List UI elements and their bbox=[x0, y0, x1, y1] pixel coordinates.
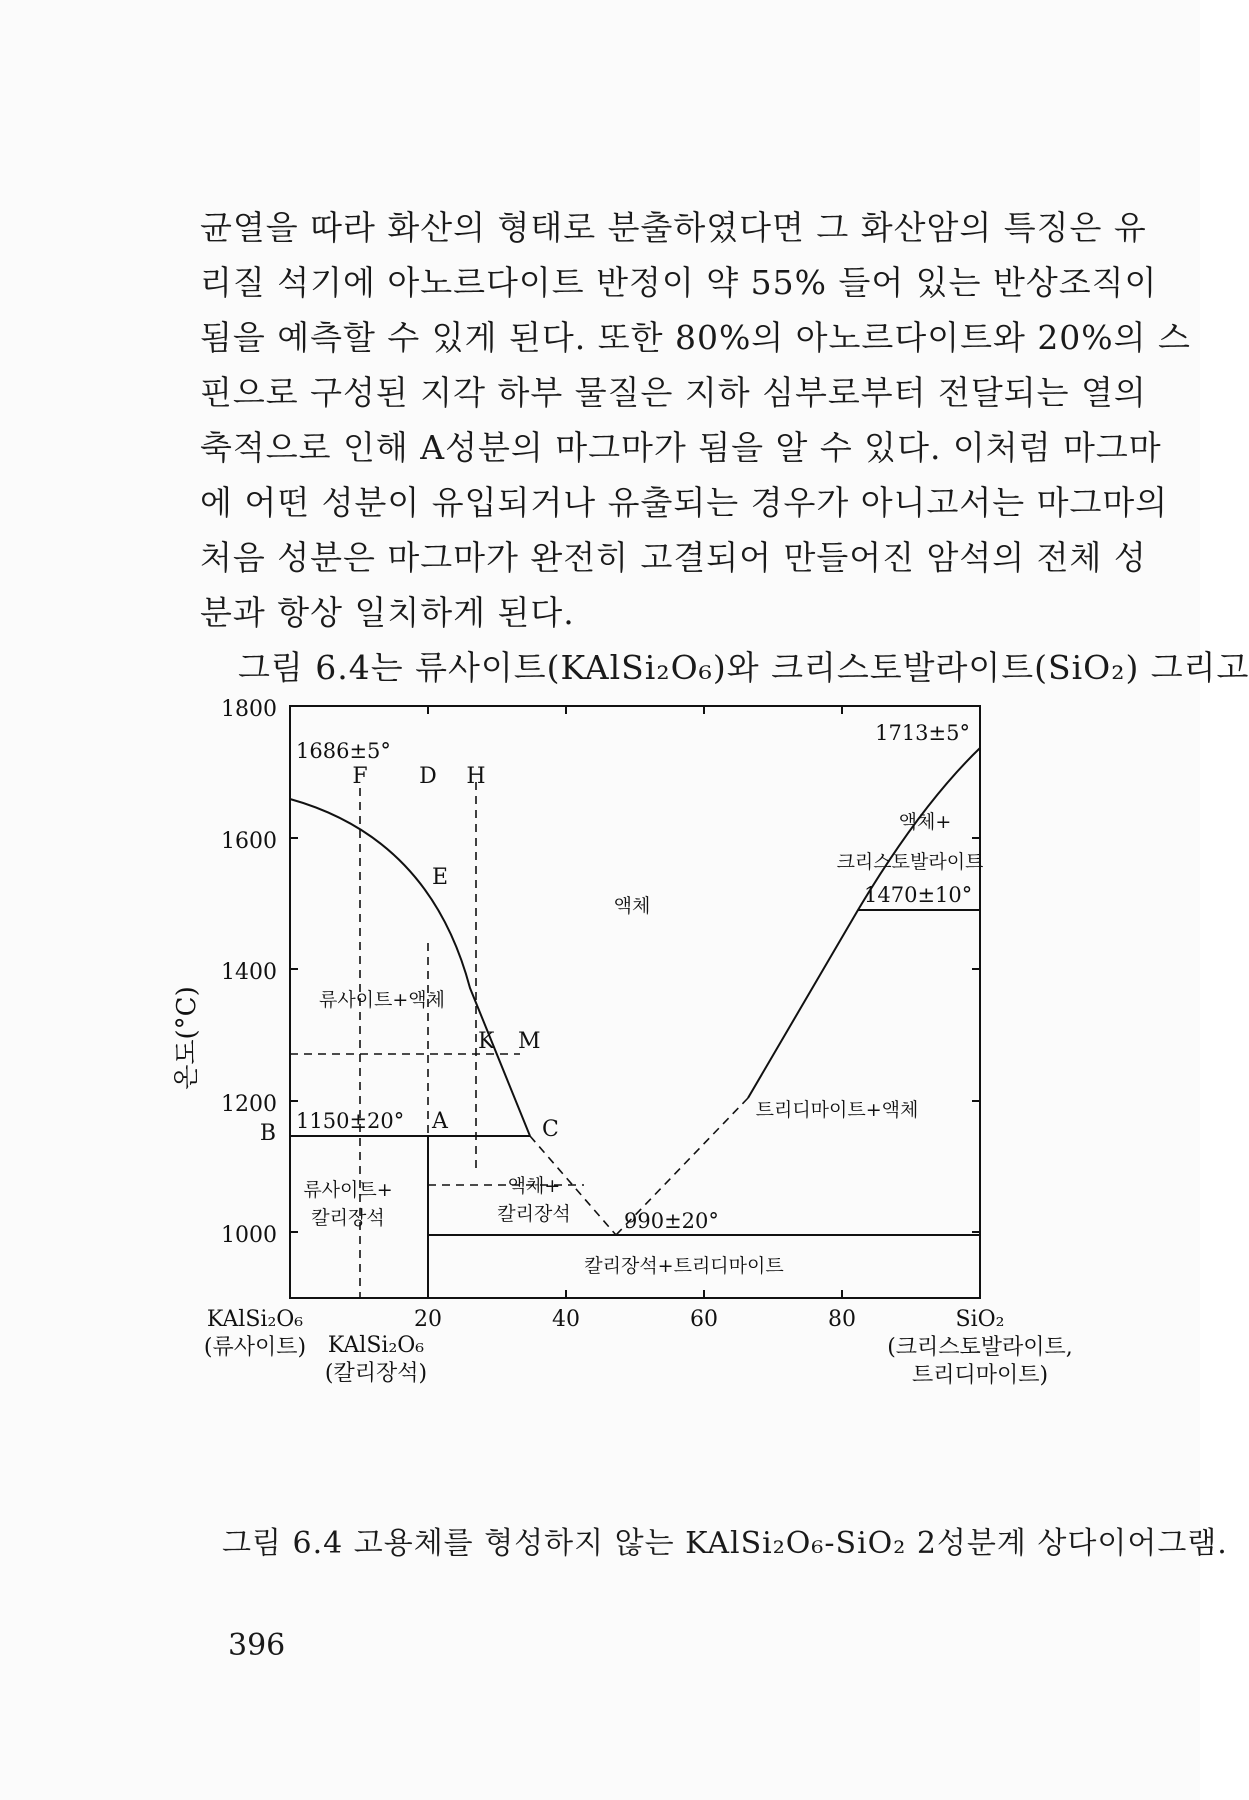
point-label-E: E bbox=[432, 865, 449, 890]
y-tick-label: 1600 bbox=[221, 829, 277, 854]
y-tick-label: 1400 bbox=[221, 960, 277, 985]
point-label-H: H bbox=[466, 764, 486, 789]
x-mid-formula: KAlSi₂O₆ bbox=[327, 1333, 425, 1358]
cristobalite-melt-temp-label: 1713±5° bbox=[875, 721, 970, 745]
region-leucite-kfeldspar: 칼리장석 bbox=[311, 1207, 385, 1229]
region-liquid: 액체 bbox=[613, 895, 651, 917]
x-right-name: (크리스토발라이트, bbox=[887, 1335, 1073, 1360]
x-tick-label: 80 bbox=[828, 1307, 856, 1332]
phase-diagram bbox=[172, 688, 1080, 1468]
y-tick-label: 1200 bbox=[221, 1092, 277, 1117]
x-right-name: 트리디마이트) bbox=[911, 1363, 1049, 1388]
region-tridymite-liquid: 트리디마이트+액체 bbox=[755, 1099, 919, 1121]
point-label-C: C bbox=[542, 1117, 559, 1142]
paragraph-line: 에 어떤 성분이 유입되거나 유출되는 경우가 아니고서는 마그마의 bbox=[200, 483, 1169, 522]
region-liquid-cristobalite: 액체+ bbox=[898, 811, 952, 833]
paragraph-line: 처음 성분은 마그마가 완전히 고결되어 만들어진 암석의 전체 성 bbox=[200, 538, 1147, 577]
x-tick-label: 40 bbox=[552, 1307, 580, 1332]
x-left-name: (류사이트) bbox=[203, 1335, 307, 1360]
leucite-liquidus-curve bbox=[290, 799, 530, 1136]
paragraph-line: 균열을 따라 화산의 형태로 분출하였다면 그 화산암의 특징은 유 bbox=[200, 208, 1147, 247]
region-kfeldspar-tridymite: 칼리장석+트리디마이트 bbox=[584, 1255, 784, 1277]
region-liquid-kfeldspar: 액체+ bbox=[507, 1175, 561, 1197]
paragraph-line: 핀으로 구성된 지각 하부 물질은 지하 심부로부터 전달되는 열의 bbox=[200, 373, 1147, 412]
leucite-melt-temp-label: 1686±5° bbox=[296, 739, 391, 763]
x-mid-name: (칼리장석) bbox=[324, 1361, 428, 1386]
b-point-label: B bbox=[259, 1121, 276, 1146]
x-right-formula: SiO₂ bbox=[955, 1307, 1005, 1332]
paragraph2-line: 그림 6.4는 류사이트(KAlSi₂O₆)와 크리스토발라이트(SiO₂) 그리고 bbox=[238, 648, 1249, 687]
region-liquid-kfeldspar: 칼리장석 bbox=[497, 1203, 571, 1225]
region-leucite-liquid: 류사이트+액체 bbox=[318, 989, 446, 1011]
peritectic-temp-label: 1150±20° bbox=[296, 1109, 405, 1133]
region-leucite-kfeldspar: 류사이트+ bbox=[303, 1179, 393, 1201]
eutectic-temp-label: 990±20° bbox=[624, 1209, 719, 1233]
paragraph-line: 축적으로 인해 A성분의 마그마가 됨을 알 수 있다. 이처럼 마그마 bbox=[200, 428, 1162, 467]
y-ticks bbox=[290, 706, 980, 1232]
point-label-A: A bbox=[432, 1109, 448, 1134]
figure-caption: 그림 6.4 고용체를 형성하지 않는 KAlSi₂O₆-SiO₂ 2성분계 상다이어그램. bbox=[222, 1526, 1228, 1561]
y-tick-label: 1800 bbox=[221, 697, 277, 722]
point-label-F: F bbox=[352, 764, 368, 789]
x-tick-label: 20 bbox=[414, 1307, 442, 1332]
paragraph-line: 리질 석기에 아노르다이트 반정이 약 55% 들어 있는 반상조직이 bbox=[200, 263, 1158, 302]
cristobalite-liquidus-curve bbox=[748, 748, 980, 1098]
point-label-M: M bbox=[518, 1029, 541, 1054]
x-tick-label: 60 bbox=[690, 1307, 718, 1332]
y-tick-label: 1000 bbox=[221, 1223, 277, 1248]
inversion-temp-label: 1470±10° bbox=[864, 883, 973, 907]
paragraph-line: 됨을 예측할 수 있게 된다. 또한 80%의 아노르다이트와 20%의 스 bbox=[200, 318, 1191, 357]
body-text bbox=[200, 200, 1249, 695]
paragraph-line: 분과 항상 일치하게 된다. bbox=[200, 593, 575, 632]
phase-diagram-figure bbox=[172, 688, 1080, 1468]
x-left-formula: KAlSi₂O₆ bbox=[206, 1307, 304, 1332]
page-number: 396 bbox=[228, 1628, 286, 1663]
point-label-K: K bbox=[478, 1029, 495, 1054]
region-liquid-cristobalite: 크리스토발라이트 bbox=[836, 851, 984, 873]
point-label-D: D bbox=[419, 764, 437, 789]
y-axis-label: 온도(°C) bbox=[172, 986, 202, 1090]
